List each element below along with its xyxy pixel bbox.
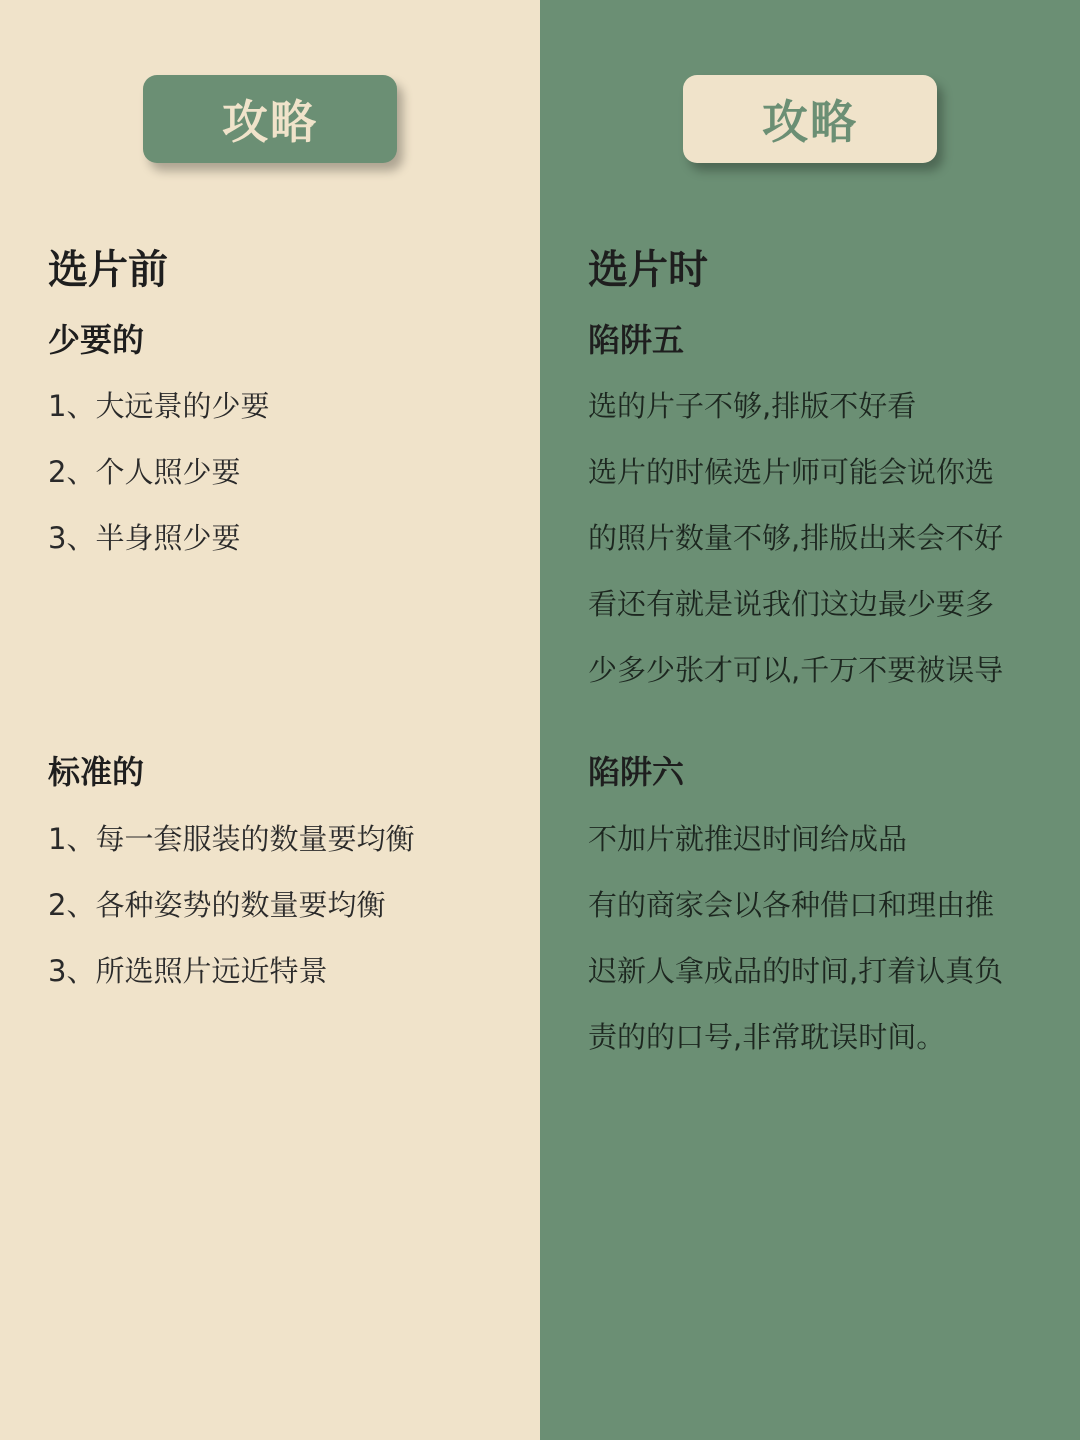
left-badge: 攻略	[143, 75, 397, 163]
text-line: 看还有就是说我们这边最少要多	[588, 587, 995, 621]
list-item: 1、每一套服装的数量要均衡	[48, 822, 415, 856]
text-line: 迟新人拿成品的时间,打着认真负	[588, 954, 1004, 988]
right-group-1-heading: 陷阱五	[588, 321, 685, 359]
list-item: 2、各种姿势的数量要均衡	[48, 888, 386, 922]
text-line: 不加片就推迟时间给成品	[588, 822, 908, 856]
right-badge: 攻略	[683, 75, 937, 163]
left-group-1-list	[48, 373, 269, 571]
left-group-1-heading: 少要的	[48, 321, 145, 359]
list-item: 2、个人照少要	[48, 455, 241, 489]
text-line: 的照片数量不够,排版出来会不好	[588, 521, 1004, 555]
right-group-2-heading: 陷阱六	[588, 753, 685, 791]
text-line: 责的的口号,非常耽误时间。	[588, 1020, 946, 1054]
right-panel	[540, 0, 1080, 1440]
right-group-1-lines	[588, 373, 1003, 703]
left-section-title: 选片前	[48, 247, 168, 293]
list-item: 1、大远景的少要	[48, 389, 270, 423]
text-line: 有的商家会以各种借口和理由推	[588, 888, 995, 922]
right-section-title: 选片时	[588, 247, 708, 293]
list-item: 3、所选照片远近特景	[48, 954, 328, 988]
text-line: 少多少张才可以,千万不要被误导	[588, 653, 1004, 687]
left-group-2-heading: 标准的	[48, 753, 145, 791]
text-line: 选的片子不够,排版不好看	[588, 389, 917, 423]
list-item: 3、半身照少要	[48, 521, 241, 555]
left-group-2-list	[48, 806, 414, 1004]
right-group-2-lines	[588, 806, 1003, 1070]
text-line: 选片的时候选片师可能会说你选	[588, 455, 995, 489]
